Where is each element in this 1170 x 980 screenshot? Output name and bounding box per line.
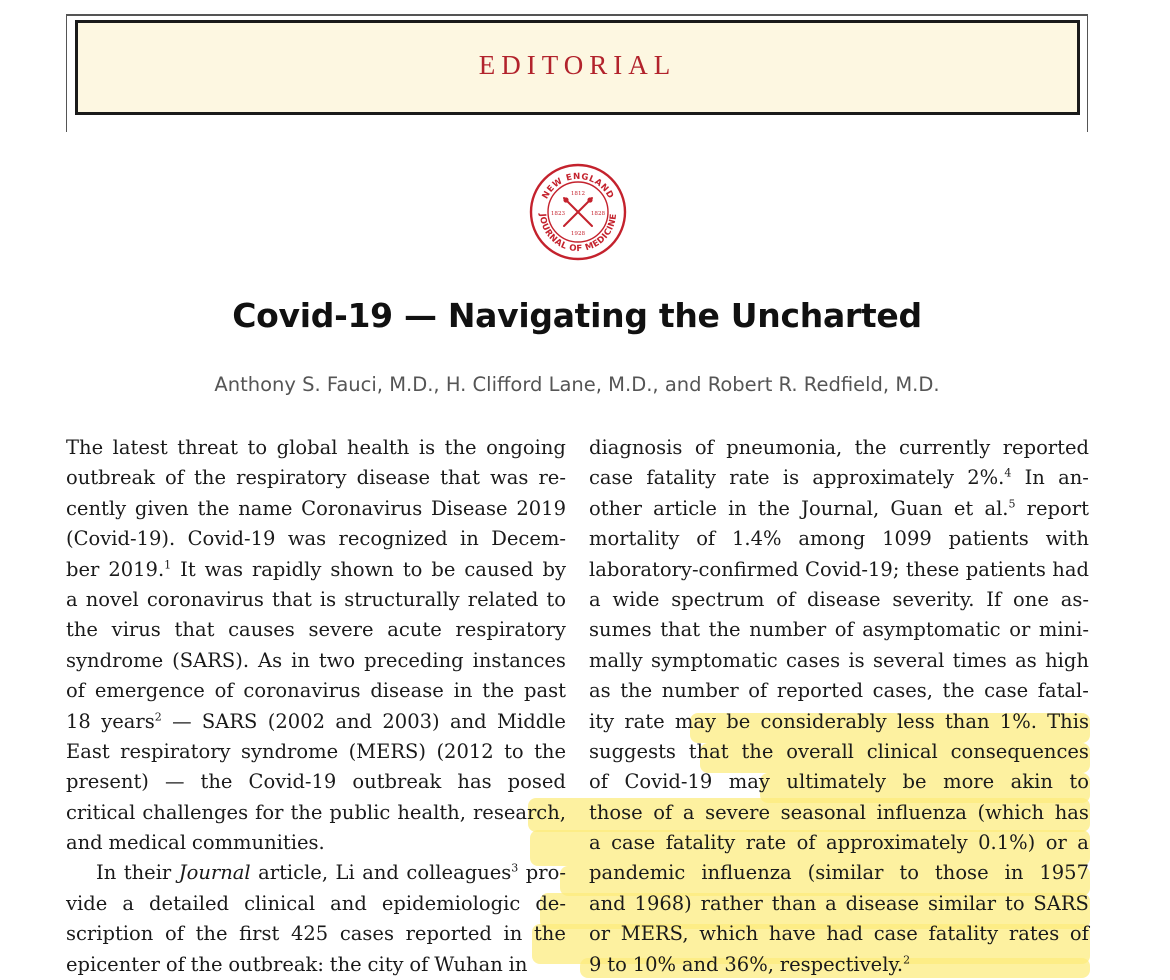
body-text-line: the virus that causes severe acute respiratory [66,618,566,642]
body-text-line: as the number of reported cases, the case fatal- [589,679,1089,703]
body-text-line: critical challenges for the public health, research, [66,800,566,824]
body-text-line: 9 to 10% and 36%, respectively.$^2$ [589,952,911,976]
body-text-line: syndrome (SARS). As in two preceding instances [66,648,566,672]
body-text-line: mally symptomatic cases is several times as high [589,648,1089,672]
body-text-line: mortality of 1.4% among 1099 patients with [589,527,1089,551]
body-text-line: a case fatality rate of approximately 0.1%) or a [589,831,1089,855]
body-text-line: laboratory-confirmed Covid-19; these patients had [589,557,1089,581]
body-text-line: 18 years$^2$ — SARS (2002 and 2003) and Middle [66,709,566,733]
body-text-line: vide a detailed clinical and epidemiologic de- [66,891,566,915]
body-column-right [589,433,1089,980]
body-text-line: present) — the Covid-19 outbreak has posed [66,770,566,794]
body-text-line: scription of the first 425 cases reported in the [66,922,566,946]
svg-text:1828: 1828 [590,211,606,217]
body-text-line: The latest threat to global health is the ongoing [66,436,566,459]
article-title: Covid-19 — Navigating the Uncharted [232,296,922,335]
body-column-left [66,433,566,980]
body-text-line: pandemic influenza (similar to those in 1957 [589,861,1089,885]
body-text-line: cently given the name Coronavirus Disease 2019 [66,496,566,520]
body-text-line: other article in the Journal, Guan et al.$^5$ report [589,496,1089,520]
body-text-line: suggests that the overall clinical consequences [589,739,1089,763]
section-label: EDITORIAL [478,49,677,80]
editorial-banner [75,20,1080,115]
svg-text:1823: 1823 [550,211,566,217]
body-text-line: of Covid-19 may ultimately be more akin to [589,770,1089,794]
body-text-line: ber 2019.$^1$ It was rapidly shown to be caused by [66,557,566,581]
svg-text:1812: 1812 [570,191,586,197]
nejm-seal-logo [528,163,628,261]
body-text-line: and 1968) rather than a disease similar to SARS [589,891,1089,915]
body-text-line: In their Journal article, Li and colleagues$^3$ pro- [96,861,566,885]
body-text-line: or MERS, which have had case fatality rates of [589,922,1089,946]
body-text-line: case fatality rate is approximately 2%.$^4$ In an- [589,466,1089,490]
svg-text:JOURNAL OF MEDICINE: JOURNAL OF MEDICINE [536,212,620,255]
article-authors: Anthony S. Fauci, M.D., H. Clifford Lane, M.D., and Robert R. Redfield, M.D. [214,373,940,396]
svg-text:1928: 1928 [570,231,586,237]
body-text-line: diagnosis of pneumonia, the currently reported [589,436,1089,459]
body-text-line: a novel coronavirus that is structurally related to [66,587,566,611]
body-text-line: epicenter of the outbreak: the city of Wuhan in [66,952,528,976]
body-text-line: (Covid-19). Covid-19 was recognized in Decem- [66,527,566,551]
body-text-line: outbreak of the respiratory disease that was re- [66,466,566,490]
body-text-line: sumes that the number of asymptomatic or mini- [589,618,1089,642]
svg-text:NEW ENGLAND: NEW ENGLAND [540,171,616,201]
body-text-line: and medical communities. [66,831,325,855]
body-text-line: those of a severe seasonal influenza (which has [589,800,1089,824]
body-text-line: ity rate may be considerably less than 1%. This [589,709,1089,733]
body-text-line: of emergence of coronavirus disease in the past [66,679,566,703]
body-text-line: a wide spectrum of disease severity. If one as- [589,587,1089,611]
body-text-line: East respiratory syndrome (MERS) (2012 to the [66,739,566,763]
